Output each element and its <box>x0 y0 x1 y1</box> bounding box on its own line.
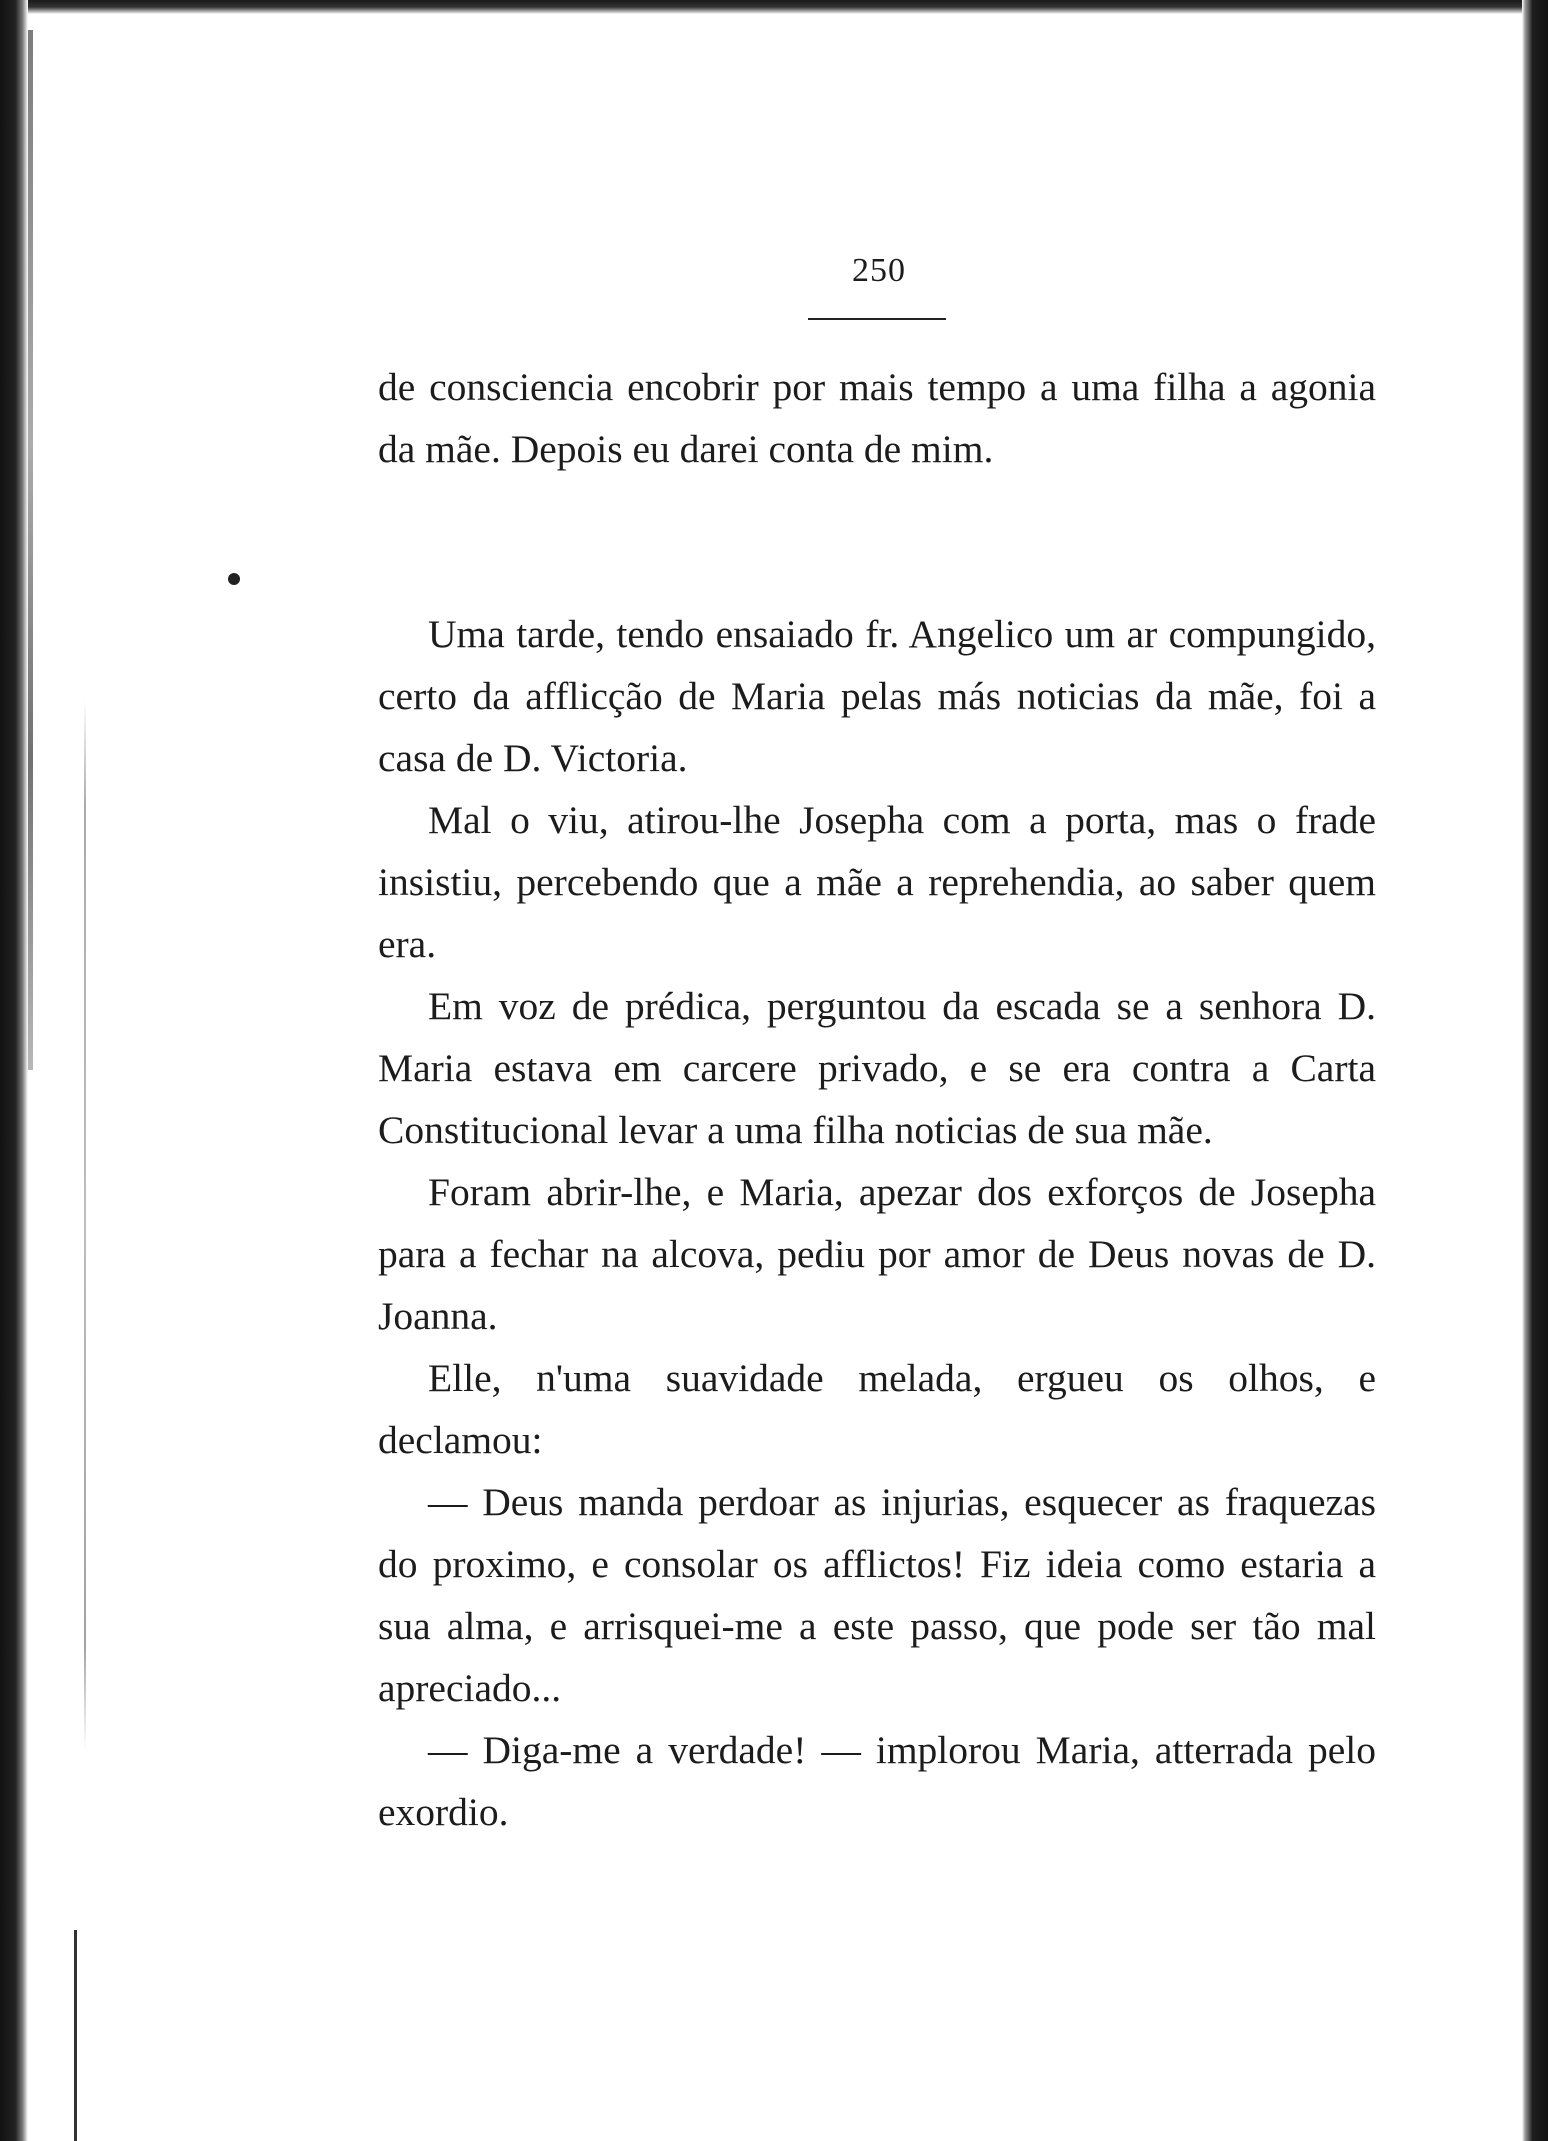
opening-paragraph: de consciencia encobrir por mais tempo a uma filha a agonia da mãe. Depois eu darei conta de mim. <box>378 365 1376 471</box>
paragraph: Elle, n'uma suavidade melada, ergueu os olhos, e declamou: <box>378 1356 1376 1462</box>
scan-top-edge <box>0 0 1548 14</box>
paragraph: Mal o viu, atirou-lhe Josepha com a porta, mas o frade insistiu, percebendo que a mãe a reprehendia, ao saber quem era. <box>378 798 1376 966</box>
scan-gutter-mark <box>74 1930 77 2141</box>
opening-text <box>378 356 1376 480</box>
page-number-text: 250 <box>852 252 906 289</box>
scan-gutter-line <box>84 700 86 1750</box>
paragraph: Uma tarde, tendo ensaiado fr. Angelico um ar compungido, certo da afflicção de Maria pelas más noticias da mãe, foi a casa de D. Victoria. <box>378 612 1376 780</box>
body-text <box>378 603 1376 1843</box>
dialogue-paragraph: — Deus manda perdoar as injurias, esquecer as fraquezas do proximo, e consolar os afflictos! Fiz ideia como estaria a sua alma, e arrisquei-me a este passo, que pode ser tão mal apreciado... <box>378 1480 1376 1710</box>
scan-left-shadow <box>28 30 33 1070</box>
paragraph: Em voz de prédica, perguntou da escada se a senhora D. Maria estava em carcere privado, e se era contra a Carta Constitucional levar a uma filha noticias de sua mãe. <box>378 984 1376 1152</box>
paragraph: Foram abrir-lhe, e Maria, apezar dos exforços de Josepha para a fechar na alcova, pediu por amor de Deus novas de D. Joanna. <box>378 1170 1376 1338</box>
scan-right-edge <box>1522 0 1548 2141</box>
page-number <box>0 252 1548 290</box>
ink-speck <box>228 573 240 585</box>
dialogue-paragraph: — Diga-me a verdade! — implorou Maria, atterrada pelo exordio. <box>378 1728 1376 1834</box>
header-rule <box>808 318 946 320</box>
scan-left-edge <box>0 0 28 2141</box>
